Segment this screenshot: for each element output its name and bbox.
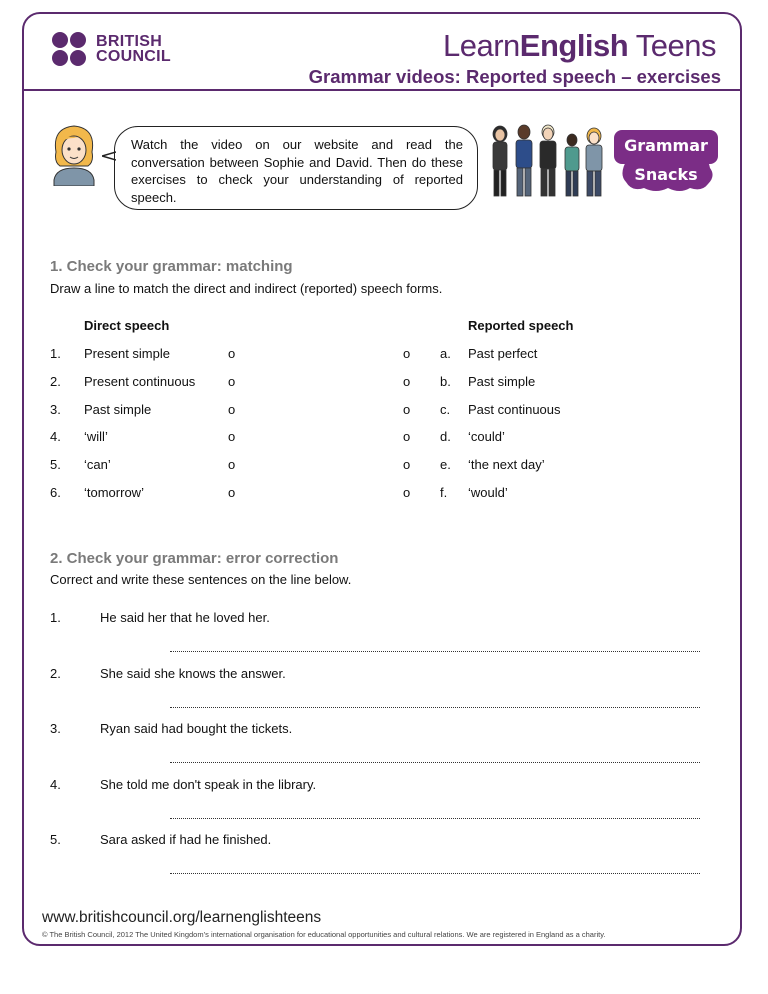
incorrect-sentence: Sara asked if had he finished. xyxy=(100,832,272,848)
grammar-snacks-badge xyxy=(612,128,722,194)
right-match-point[interactable]: o xyxy=(403,373,411,389)
incorrect-sentence: He said her that he loved her. xyxy=(100,610,270,625)
left-match-point[interactable]: o xyxy=(228,457,236,473)
sophie-avatar-icon xyxy=(48,122,100,186)
right-match-point[interactable]: o xyxy=(403,429,411,445)
reported-speech-item: Past simple xyxy=(468,373,536,389)
matching-row xyxy=(0,485,768,505)
logo-teens: Teens xyxy=(628,28,716,63)
item-number: 1. xyxy=(50,610,61,625)
row-letter: b. xyxy=(440,373,451,389)
british-council-wordmark xyxy=(96,34,171,64)
row-letter: c. xyxy=(440,401,451,417)
row-letter: d. xyxy=(440,429,451,445)
british-council-logo xyxy=(52,32,171,66)
page-title: Grammar videos: Reported speech – exercises xyxy=(308,66,721,87)
direct-speech-heading: Direct speech xyxy=(84,318,170,333)
row-number: 1. xyxy=(50,346,61,361)
direct-speech-item: Present simple xyxy=(84,346,170,361)
speech-bubble: Watch the video on our website and read the conversation between Sophie and David. Then do these exercises to check your understanding of reported speech. xyxy=(114,126,478,210)
row-number: 4. xyxy=(50,429,61,445)
reported-speech-item: ‘could’ xyxy=(468,429,505,445)
answer-line[interactable] xyxy=(170,707,700,708)
left-match-point[interactable]: o xyxy=(228,373,236,389)
incorrect-sentence: She told me don't speak in the library. xyxy=(100,776,317,792)
reported-speech-item: ‘would’ xyxy=(468,485,508,500)
direct-speech-item: ‘tomorrow’ xyxy=(84,485,144,500)
left-match-point[interactable]: o xyxy=(228,429,236,445)
reported-speech-item: Past continuous xyxy=(468,401,561,417)
badge-title-grammar: Grammar xyxy=(624,136,708,155)
direct-speech-item: ‘can’ xyxy=(84,457,111,473)
right-match-point[interactable]: o xyxy=(403,485,411,500)
row-letter: e. xyxy=(440,457,451,473)
item-number: 5. xyxy=(50,832,61,848)
item-number: 3. xyxy=(50,721,61,737)
row-number: 2. xyxy=(50,373,61,389)
section2-title: 2. Check your grammar: error correction xyxy=(50,550,339,567)
left-match-point[interactable]: o xyxy=(228,485,236,500)
item-number: 2. xyxy=(50,665,61,681)
reported-speech-heading: Reported speech xyxy=(468,318,574,333)
right-match-point[interactable]: o xyxy=(403,346,411,361)
logo-english: English xyxy=(519,28,629,63)
british-council-line1: BRITISH xyxy=(96,33,163,50)
left-match-point[interactable]: o xyxy=(228,401,236,417)
direct-speech-item: Present continuous xyxy=(84,373,196,389)
british-council-dots-icon xyxy=(52,32,90,66)
badge-title-snacks: Snacks xyxy=(634,165,698,184)
footer-url[interactable]: www.britishcouncil.org/learnenglishteens xyxy=(42,909,322,926)
matching-row xyxy=(0,402,768,422)
answer-line[interactable] xyxy=(170,651,700,652)
row-number: 6. xyxy=(50,485,61,500)
answer-line[interactable] xyxy=(170,762,700,763)
matching-row xyxy=(0,457,768,477)
section1-instruction: Draw a line to match the direct and indirect (reported) speech forms. xyxy=(50,281,443,296)
matching-row xyxy=(0,346,768,366)
footer-copyright: © The British Council, 2012 The United Kingdom’s international organisation for educational opportunities and cultural relations. We are registered in England as a charity. xyxy=(42,930,606,939)
row-number: 5. xyxy=(50,457,61,473)
header-divider xyxy=(22,89,742,91)
right-match-point[interactable]: o xyxy=(403,457,411,473)
row-letter: a. xyxy=(440,346,451,361)
right-match-point[interactable]: o xyxy=(403,401,411,417)
reported-speech-item: ‘the next day’ xyxy=(468,457,545,473)
learnenglish-teens-logo xyxy=(443,28,716,64)
matching-row xyxy=(0,429,768,449)
direct-speech-item: ‘will’ xyxy=(84,429,108,445)
incorrect-sentence: Ryan said had bought the tickets. xyxy=(100,721,293,737)
row-number: 3. xyxy=(50,401,61,417)
british-council-line2: COUNCIL xyxy=(96,48,171,65)
left-match-point[interactable]: o xyxy=(228,346,236,361)
matching-row xyxy=(0,374,768,394)
incorrect-sentence: She said she knows the answer. xyxy=(100,665,286,681)
answer-line[interactable] xyxy=(170,818,700,819)
reported-speech-item: Past perfect xyxy=(468,346,538,361)
teen-characters-illustration xyxy=(486,120,620,200)
row-letter: f. xyxy=(440,485,448,500)
logo-learn: Learn xyxy=(442,28,520,63)
item-number: 4. xyxy=(50,776,61,792)
section2-instruction: Correct and write these sentences on the line below. xyxy=(50,572,352,587)
section1-title: 1. Check your grammar: matching xyxy=(50,258,293,275)
direct-speech-item: Past simple xyxy=(84,401,152,417)
answer-line[interactable] xyxy=(170,873,700,874)
